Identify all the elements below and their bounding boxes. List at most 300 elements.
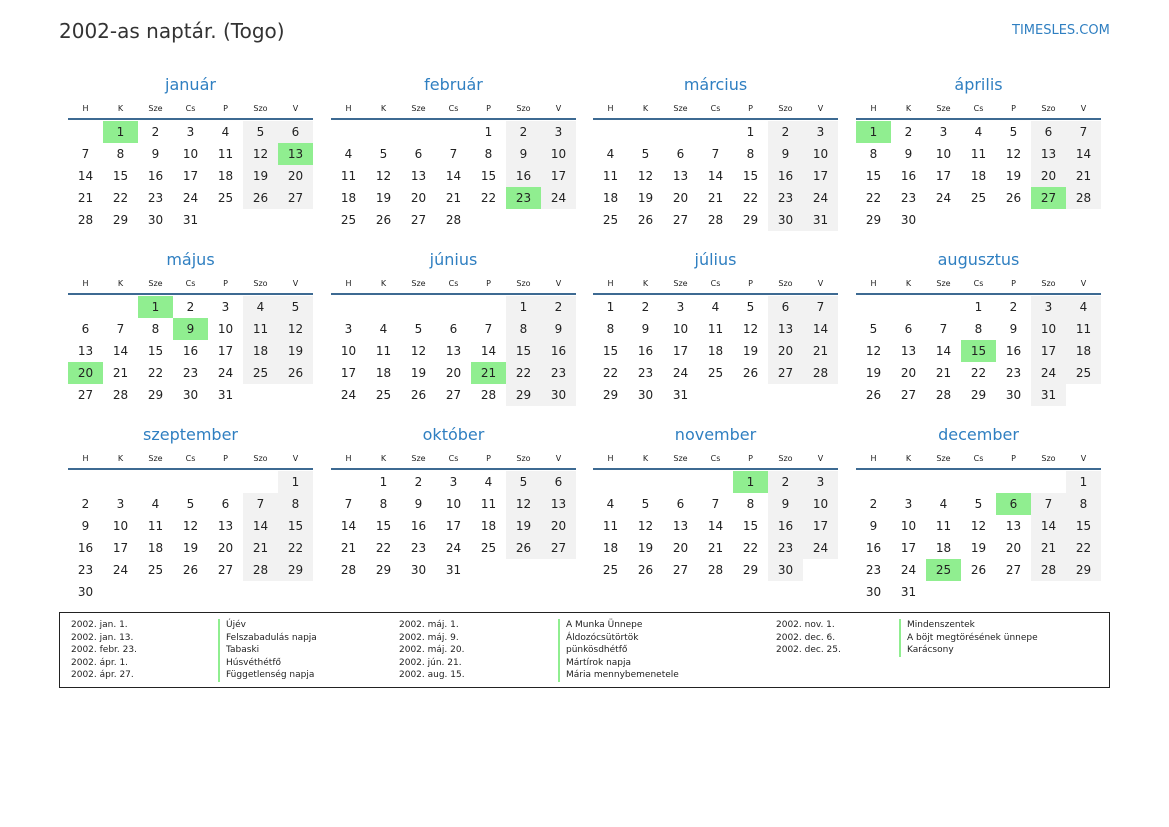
weekday-label: P [486, 279, 491, 288]
day-cell: 29 [602, 388, 619, 402]
day-cell: 27 [217, 563, 234, 577]
day-cell: 10 [803, 143, 838, 165]
day-cell: 29 [742, 563, 759, 577]
month-title: július [694, 250, 737, 269]
day-cell: 12 [637, 519, 654, 533]
day-cell: 26 [243, 187, 278, 209]
day-cell: 19 [637, 191, 654, 205]
day-cell: 17 [935, 169, 952, 183]
day-cell: 25 [375, 388, 392, 402]
legend-names-col-3 [899, 619, 1038, 657]
day-cell: 3 [541, 121, 576, 143]
day-cell: 22 [278, 537, 313, 559]
weekday-label: Szo [516, 454, 531, 463]
day-cell: 13 [1031, 143, 1066, 165]
day-cell: 11 [243, 318, 278, 340]
day-cell: 26 [865, 388, 882, 402]
day-cell: 30 [410, 563, 427, 577]
weekday-label: P [486, 454, 491, 463]
day-cell: 8 [746, 147, 755, 161]
weekday-label: Szo [1041, 279, 1056, 288]
day-cell: 9 [414, 497, 423, 511]
day-cell: 23 [77, 563, 94, 577]
day-cell: 24 [935, 191, 952, 205]
weekday-label: Cs [448, 104, 459, 113]
weekday-label: Cs [448, 454, 459, 463]
day-cell: 2 [768, 121, 803, 143]
day-cell: 5 [641, 497, 650, 511]
day-cell: 16 [77, 541, 94, 555]
day-cell: 24 [182, 191, 199, 205]
day-cell: 20 [900, 366, 917, 380]
day-cell: 8 [606, 322, 615, 336]
day-cell: 3 [221, 300, 230, 314]
legend-holiday-name: Újév [218, 619, 317, 632]
day-cell: 29 [278, 559, 313, 581]
day-cell: 29 [742, 213, 759, 227]
day-cell: 13 [900, 344, 917, 358]
day-cell: 23 [410, 541, 427, 555]
day-cell: 17 [672, 344, 689, 358]
day-cell: 19 [970, 541, 987, 555]
day-cell: 26 [182, 563, 199, 577]
day-cell: 17 [803, 165, 838, 187]
weekday-label: V [292, 279, 299, 288]
day-cell: 28 [480, 388, 497, 402]
weekday-label: H [345, 104, 352, 113]
day-cell: 20 [541, 515, 576, 537]
day-cell: 9 [541, 318, 576, 340]
weekday-label: V [555, 279, 562, 288]
weekday-label: Cs [448, 279, 459, 288]
day-cell: 16 [182, 344, 199, 358]
day-cell: 19 [243, 165, 278, 187]
day-cell: 15 [602, 344, 619, 358]
day-cell: 12 [637, 169, 654, 183]
day-cell: 2 [904, 125, 913, 139]
day-cell: 4 [711, 300, 720, 314]
day-cell: 23 [1005, 366, 1022, 380]
day-cell: 22 [742, 191, 759, 205]
day-cell: 12 [742, 322, 759, 336]
weekday-label: K [642, 279, 649, 288]
day-cell: 15 [742, 519, 759, 533]
day-cell: 25 [1066, 362, 1101, 384]
day-cell: 10 [900, 519, 917, 533]
weekday-label: K [117, 279, 124, 288]
day-cell: 11 [480, 497, 497, 511]
legend-names-col-2 [558, 619, 679, 682]
weekday-label: V [817, 104, 824, 113]
day-cell: 10 [217, 322, 234, 336]
day-cell: 27 [410, 213, 427, 227]
weekday-label: V [292, 104, 299, 113]
month-divider [856, 468, 1101, 470]
day-cell: 4 [379, 322, 388, 336]
day-cell: 6 [904, 322, 913, 336]
day-cell: 15 [147, 344, 164, 358]
month-divider [331, 468, 576, 470]
weekday-label: H [870, 104, 877, 113]
day-cell: 1 [506, 296, 541, 318]
legend-holiday-name: A böjt megtörésének ünnepe [899, 632, 1038, 645]
day-cell: 14 [935, 344, 952, 358]
weekday-label: P [486, 104, 491, 113]
day-cell: 5 [1009, 125, 1018, 139]
month-title: szeptember [142, 425, 238, 444]
day-cell: 8 [746, 497, 755, 511]
day-cell: 20 [1005, 541, 1022, 555]
day-cell: 11 [935, 519, 952, 533]
weekday-label: Cs [710, 279, 721, 288]
day-cell: 16 [637, 344, 654, 358]
day-cell: 30 [1005, 388, 1022, 402]
day-cell: 9 [1009, 322, 1018, 336]
day-cell: 23 [865, 563, 882, 577]
weekday-label: P [748, 279, 753, 288]
day-cell: 20 [768, 340, 803, 362]
weekday-label: P [1011, 104, 1016, 113]
holiday-day-cell: 1 [733, 471, 768, 493]
day-cell: 13 [410, 169, 427, 183]
day-cell: 25 [480, 541, 497, 555]
day-cell: 31 [672, 388, 689, 402]
day-cell: 27 [445, 388, 462, 402]
day-cell: 26 [1005, 191, 1022, 205]
day-cell: 7 [344, 497, 353, 511]
day-cell: 5 [379, 147, 388, 161]
month-december [856, 425, 1101, 599]
weekday-label: Sze [148, 104, 163, 113]
day-cell: 11 [340, 169, 357, 183]
day-cell: 5 [243, 121, 278, 143]
day-cell: 5 [278, 296, 313, 318]
day-cell: 13 [768, 318, 803, 340]
day-cell: 7 [803, 296, 838, 318]
day-cell: 4 [1066, 296, 1101, 318]
day-cell: 31 [217, 388, 234, 402]
weekday-label: Cs [185, 104, 196, 113]
day-cell: 17 [900, 541, 917, 555]
day-cell: 18 [147, 541, 164, 555]
day-cell: 16 [410, 519, 427, 533]
day-cell: 25 [217, 191, 234, 205]
day-cell: 4 [243, 296, 278, 318]
day-cell: 6 [221, 497, 230, 511]
day-cell: 28 [707, 563, 724, 577]
day-cell: 10 [541, 143, 576, 165]
holiday-day-cell: 1 [856, 121, 891, 143]
day-cell: 16 [1005, 344, 1022, 358]
legend-date: 2002. dec. 25. [776, 645, 841, 655]
day-cell: 5 [869, 322, 878, 336]
weekday-label: P [1011, 279, 1016, 288]
day-cell: 8 [278, 493, 313, 515]
weekday-label: Sze [411, 279, 426, 288]
legend-holiday-name: Áldozócsütörtök [558, 632, 679, 645]
month-divider [593, 118, 838, 120]
day-cell: 28 [243, 559, 278, 581]
weekday-label: Sze [673, 454, 688, 463]
weekday-label: K [380, 454, 387, 463]
day-cell: 6 [278, 121, 313, 143]
day-cell: 3 [186, 125, 195, 139]
day-cell: 6 [414, 147, 423, 161]
day-cell: 8 [974, 322, 983, 336]
day-cell: 30 [541, 384, 576, 406]
day-cell: 22 [742, 541, 759, 555]
day-cell: 21 [77, 191, 94, 205]
day-cell: 24 [217, 366, 234, 380]
day-cell: 6 [676, 147, 685, 161]
weekday-label: K [905, 454, 912, 463]
day-cell: 19 [182, 541, 199, 555]
day-cell: 1 [974, 300, 983, 314]
day-cell: 17 [182, 169, 199, 183]
weekday-label: Szo [253, 454, 268, 463]
day-cell: 19 [865, 366, 882, 380]
weekday-label: V [292, 454, 299, 463]
legend-holiday-name: Tabaski [218, 644, 317, 657]
day-cell: 3 [803, 121, 838, 143]
day-cell: 21 [243, 537, 278, 559]
day-cell: 11 [970, 147, 987, 161]
weekday-label: Szo [253, 104, 268, 113]
day-cell: 15 [742, 169, 759, 183]
legend-date: 2002. nov. 1. [776, 620, 835, 630]
day-cell: 19 [637, 541, 654, 555]
weekday-label: K [642, 104, 649, 113]
day-cell: 2 [81, 497, 90, 511]
day-cell: 28 [340, 563, 357, 577]
weekday-label: V [817, 454, 824, 463]
weekday-label: Cs [973, 104, 984, 113]
month-divider [593, 468, 838, 470]
month-május [68, 250, 313, 410]
day-cell: 15 [375, 519, 392, 533]
day-cell: 22 [1066, 537, 1101, 559]
day-cell: 26 [742, 366, 759, 380]
day-cell: 2 [414, 475, 423, 489]
day-cell: 9 [768, 493, 803, 515]
day-cell: 23 [637, 366, 654, 380]
day-cell: 27 [77, 388, 94, 402]
day-cell: 22 [147, 366, 164, 380]
day-cell: 29 [1066, 559, 1101, 581]
day-cell: 20 [1031, 165, 1066, 187]
day-cell: 28 [77, 213, 94, 227]
legend-dates-col-2 [399, 619, 465, 682]
day-cell: 21 [935, 366, 952, 380]
weekday-label: Sze [936, 454, 951, 463]
month-title: december [938, 425, 1019, 444]
day-cell: 13 [672, 169, 689, 183]
day-cell: 3 [676, 300, 685, 314]
day-cell: 7 [711, 497, 720, 511]
day-cell: 21 [112, 366, 129, 380]
day-cell: 2 [641, 300, 650, 314]
day-cell: 8 [506, 318, 541, 340]
weekday-label: H [607, 454, 614, 463]
weekday-label: V [555, 454, 562, 463]
day-cell: 21 [1031, 537, 1066, 559]
legend-date: 2002. dec. 6. [776, 632, 836, 643]
day-cell: 17 [803, 515, 838, 537]
day-cell: 11 [1066, 318, 1101, 340]
day-cell: 13 [1005, 519, 1022, 533]
day-cell: 19 [742, 344, 759, 358]
day-cell: 1 [746, 125, 755, 139]
legend-date: 2002. máj. 20. [399, 645, 465, 655]
weekday-label: Szo [778, 454, 793, 463]
day-cell: 18 [707, 344, 724, 358]
weekday-label: Sze [148, 454, 163, 463]
day-cell: 14 [803, 318, 838, 340]
day-cell: 21 [1066, 165, 1101, 187]
weekday-label: V [555, 104, 562, 113]
holiday-day-cell: 20 [68, 362, 103, 384]
weekday-label: H [82, 454, 89, 463]
weekday-label: H [607, 279, 614, 288]
day-cell: 31 [182, 213, 199, 227]
day-cell: 12 [410, 344, 427, 358]
weekday-label: H [870, 454, 877, 463]
day-cell: 20 [410, 191, 427, 205]
weekday-label: P [223, 104, 228, 113]
day-cell: 12 [182, 519, 199, 533]
day-cell: 1 [484, 125, 493, 139]
day-cell: 4 [606, 147, 615, 161]
legend-date: 2002. ápr. 27. [71, 670, 134, 680]
day-cell: 20 [278, 165, 313, 187]
day-cell: 23 [768, 187, 803, 209]
month-title: október [422, 425, 485, 444]
day-cell: 7 [116, 322, 125, 336]
month-title: január [165, 75, 216, 94]
weekday-label: Szo [516, 279, 531, 288]
legend-date: 2002. máj. 9. [399, 632, 459, 643]
day-cell: 31 [900, 585, 917, 599]
month-title: május [166, 250, 215, 269]
day-cell: 9 [641, 322, 650, 336]
day-cell: 15 [480, 169, 497, 183]
day-cell: 9 [506, 143, 541, 165]
weekday-label: V [1080, 279, 1087, 288]
day-cell: 6 [676, 497, 685, 511]
day-cell: 30 [900, 213, 917, 227]
day-cell: 27 [900, 388, 917, 402]
day-cell: 4 [606, 497, 615, 511]
holiday-day-cell: 9 [173, 318, 208, 340]
month-október [331, 425, 576, 585]
day-cell: 16 [506, 165, 541, 187]
day-cell: 24 [445, 541, 462, 555]
day-cell: 12 [375, 169, 392, 183]
legend-dates-col-1 [71, 619, 137, 682]
day-cell: 22 [602, 366, 619, 380]
day-cell: 17 [340, 366, 357, 380]
day-cell: 25 [602, 213, 619, 227]
day-cell: 30 [77, 585, 94, 599]
legend-holiday-name: Karácsony [899, 644, 1038, 657]
weekday-label: P [223, 279, 228, 288]
day-cell: 8 [1066, 493, 1101, 515]
day-cell: 12 [506, 493, 541, 515]
day-cell: 26 [637, 563, 654, 577]
day-cell: 7 [81, 147, 90, 161]
weekday-label: Cs [973, 454, 984, 463]
day-cell: 14 [112, 344, 129, 358]
day-cell: 18 [217, 169, 234, 183]
day-cell: 30 [147, 213, 164, 227]
site-link[interactable]: TIMESLES.COM [1012, 23, 1110, 38]
weekday-label: Cs [710, 104, 721, 113]
day-cell: 26 [278, 362, 313, 384]
holiday-day-cell: 21 [471, 362, 506, 384]
day-cell: 14 [1066, 143, 1101, 165]
day-cell: 24 [803, 537, 838, 559]
weekday-label: Szo [778, 279, 793, 288]
month-június [331, 250, 576, 410]
day-cell: 10 [672, 322, 689, 336]
day-cell: 28 [445, 213, 462, 227]
day-cell: 3 [344, 322, 353, 336]
day-cell: 25 [970, 191, 987, 205]
day-cell: 11 [147, 519, 164, 533]
day-cell: 22 [112, 191, 129, 205]
weekday-label: K [117, 104, 124, 113]
day-cell: 14 [707, 519, 724, 533]
day-cell: 13 [672, 519, 689, 533]
legend-holiday-name: Felszabadulás napja [218, 632, 317, 645]
day-cell: 16 [147, 169, 164, 183]
day-cell: 17 [112, 541, 129, 555]
weekday-label: Szo [516, 104, 531, 113]
legend-holiday-name: Mártírok napja [558, 657, 679, 670]
day-cell: 26 [375, 213, 392, 227]
day-cell: 27 [278, 187, 313, 209]
month-divider [331, 118, 576, 120]
day-cell: 23 [541, 362, 576, 384]
day-cell: 15 [1066, 515, 1101, 537]
day-cell: 9 [151, 147, 160, 161]
weekday-label: Sze [411, 454, 426, 463]
day-cell: 2 [768, 471, 803, 493]
day-cell: 27 [672, 563, 689, 577]
day-cell: 12 [1005, 147, 1022, 161]
day-cell: 23 [182, 366, 199, 380]
day-cell: 5 [746, 300, 755, 314]
day-cell: 25 [147, 563, 164, 577]
day-cell: 19 [375, 191, 392, 205]
day-cell: 9 [904, 147, 913, 161]
day-cell: 14 [707, 169, 724, 183]
day-cell: 28 [1031, 559, 1066, 581]
day-cell: 1 [278, 471, 313, 493]
day-cell: 3 [904, 497, 913, 511]
day-cell: 10 [112, 519, 129, 533]
day-cell: 2 [541, 296, 576, 318]
month-title: november [674, 425, 757, 444]
legend-holiday-name: Húsvéthétfő [218, 657, 317, 670]
weekday-label: Szo [1041, 104, 1056, 113]
day-cell: 18 [480, 519, 497, 533]
day-cell: 28 [112, 388, 129, 402]
day-cell: 29 [970, 388, 987, 402]
weekday-label: P [1011, 454, 1016, 463]
day-cell: 1 [1066, 471, 1101, 493]
day-cell: 18 [935, 541, 952, 555]
